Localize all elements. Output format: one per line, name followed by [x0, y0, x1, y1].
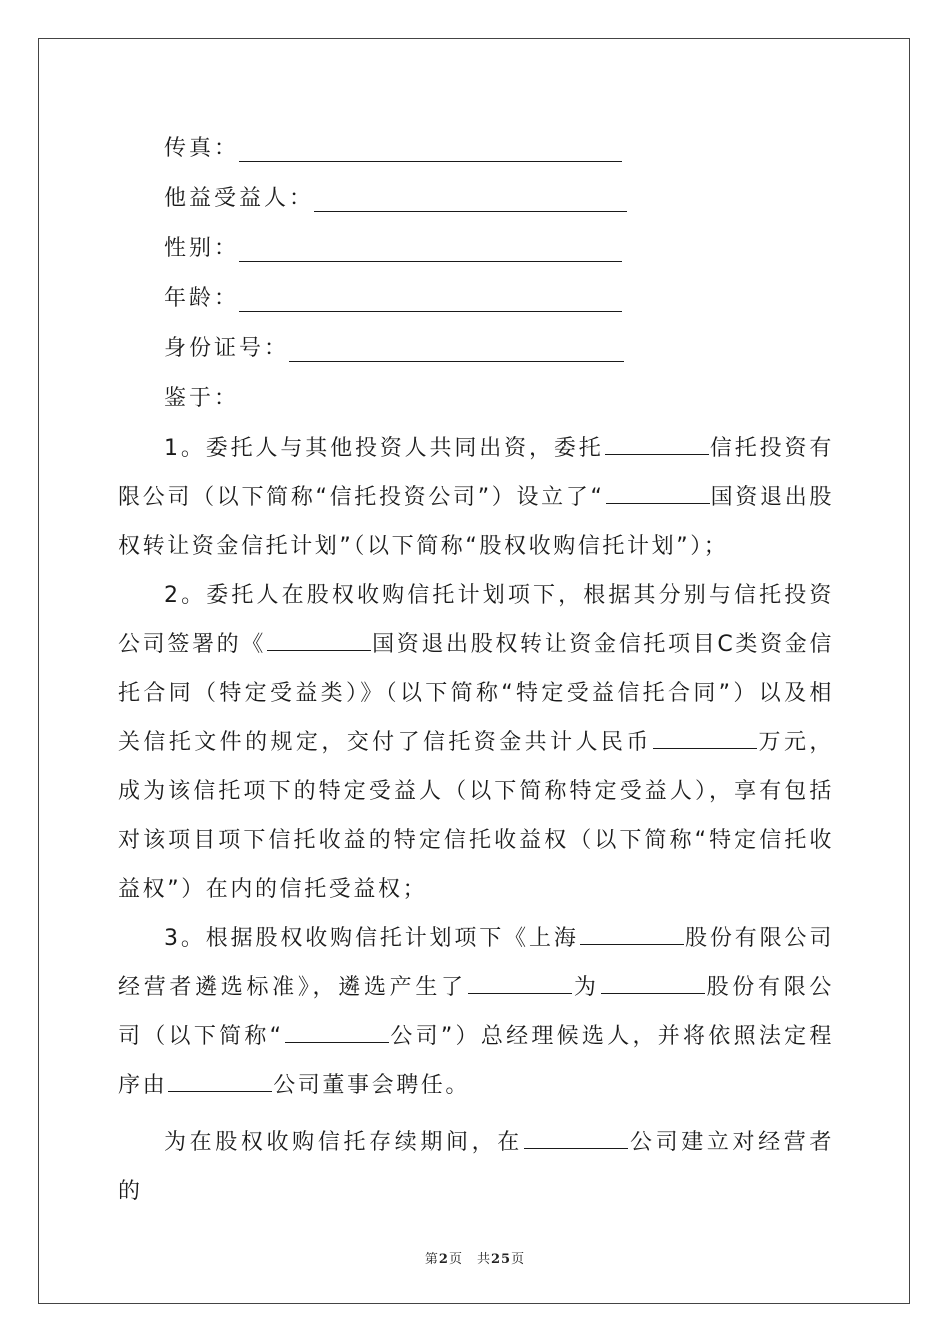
- other-beneficiary-label: 他益受益人：: [164, 186, 315, 211]
- amount-blank: [653, 726, 757, 749]
- closing-text-b: 公司建立对经营者的: [118, 1130, 834, 1204]
- clause-3-text-a: 3。根据股权收购信托计划项下《上海: [164, 926, 579, 951]
- footer-total-pages: 25: [490, 1252, 512, 1267]
- short-company-blank: [285, 1020, 389, 1043]
- board-company-blank: [168, 1069, 272, 1092]
- fax-blank: [239, 161, 622, 162]
- whereas-heading: 鉴于：: [164, 386, 240, 411]
- id-number-field: [118, 324, 834, 374]
- clause-3: [118, 914, 834, 1110]
- gender-label: 性别：: [164, 236, 240, 261]
- company-name-blank: [580, 922, 684, 945]
- selected-person-blank: [468, 971, 572, 994]
- clause-1: [118, 424, 834, 571]
- clause-1-text-a: 1。委托人与其他投资人共同出资，委托: [164, 436, 604, 461]
- gender-blank: [239, 261, 622, 262]
- clause-2-text-a: 2。委托人在股权收购信托计划项下，根据其分别与信托投资公司签署的《: [118, 583, 834, 657]
- target-company-blank: [601, 971, 705, 994]
- footer-prefix: 第: [424, 1252, 439, 1267]
- clause-3-text-b: 股份有限公司经营者遴选标准》，遴选产生了: [118, 926, 834, 1000]
- document-body: [118, 124, 834, 1216]
- clause-1-text-b: 信托投资有限公司（以下简称“信托投资公司”）设立了“: [118, 436, 834, 510]
- gender-field: [118, 224, 834, 274]
- closing-paragraph: [118, 1118, 834, 1216]
- clause-3-text-f: 公司董事会聘任。: [273, 1073, 471, 1098]
- age-field: [118, 274, 834, 324]
- fax-field: [118, 124, 834, 174]
- other-beneficiary-blank: [314, 211, 627, 212]
- footer-page-suffix: 页: [448, 1252, 463, 1267]
- footer-total-prefix: 共: [476, 1252, 491, 1267]
- footer-page-number: 2: [438, 1252, 449, 1267]
- closing-company-blank: [524, 1126, 628, 1149]
- clause-3-text-e: 公司”）总经理候选人，并将依照法定程序由: [118, 1024, 834, 1098]
- id-number-label: 身份证号：: [164, 336, 290, 361]
- clause-2-text-b: 国资退出股权转让资金信托项目C类资金信托合同（特定受益类）》（以下简称“特定受益信托合同”）以及相关信托文件的规定，交付了信托资金共计人民币: [118, 632, 834, 755]
- age-label: 年龄：: [164, 286, 240, 311]
- trust-plan-blank: [606, 481, 710, 504]
- footer-total-suffix: 页: [511, 1252, 526, 1267]
- closing-text-a: 为在股权收购信托存续期间，在: [164, 1130, 523, 1155]
- clause-1-text-c: 国资退出股权转让资金信托计划”（以下简称“股权收购信托计划”）；: [118, 485, 834, 559]
- trust-company-blank: [605, 432, 709, 455]
- clause-3-text-c: 为: [572, 975, 600, 1000]
- id-number-blank: [289, 361, 624, 362]
- contract-name-blank: [267, 628, 371, 651]
- clause-3-text-d: 股份有限公司（以下简称“: [118, 975, 834, 1049]
- other-beneficiary-field: [118, 174, 834, 224]
- page-footer: [0, 1248, 950, 1267]
- clause-2-text-c: 万元，成为该信托项下的特定受益人（以下简称特定受益人），享有包括对该项目项下信托收益的特定信托收益权（以下简称“特定信托收益权”）在内的信托受益权；: [118, 730, 834, 902]
- clause-2: [118, 571, 834, 914]
- fax-label: 传真：: [164, 136, 240, 161]
- age-blank: [239, 311, 622, 312]
